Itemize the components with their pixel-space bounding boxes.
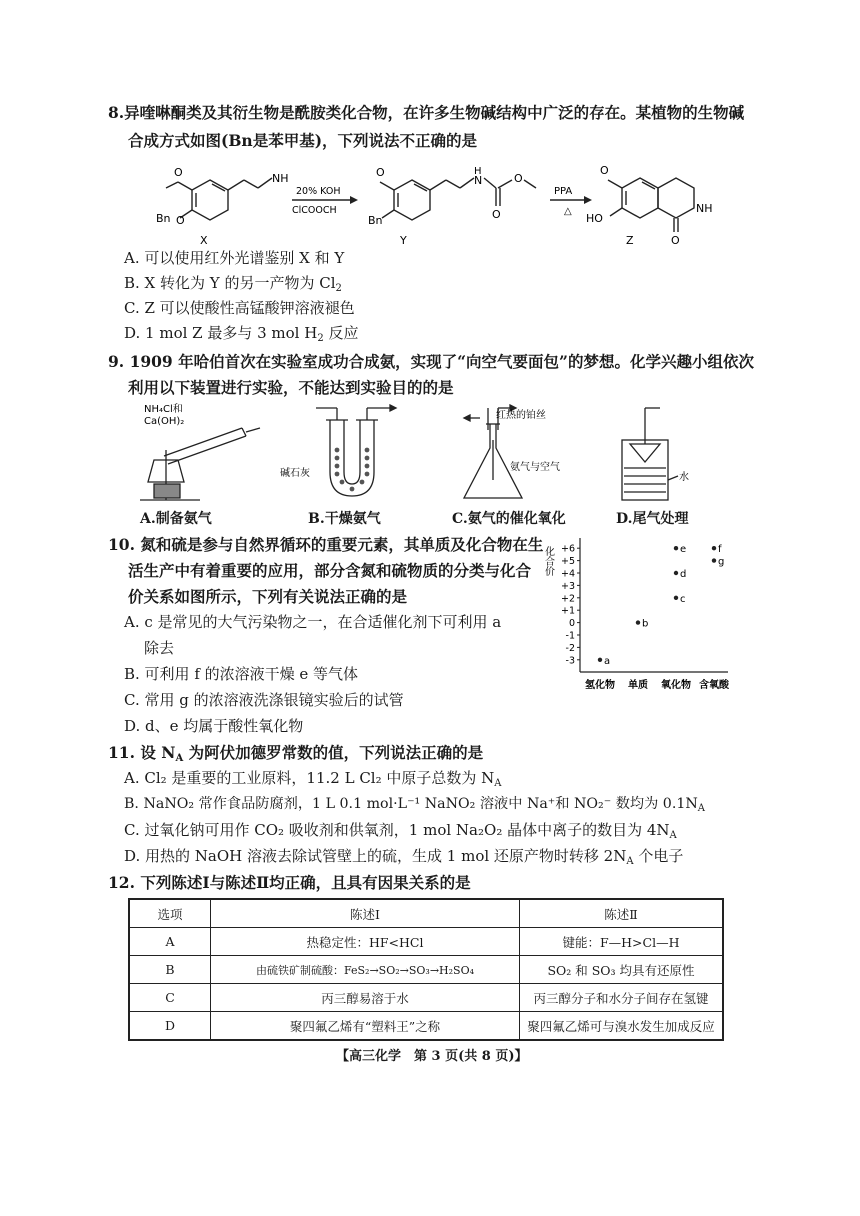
cell-statement-2: 键能：F—H>Cl—H: [520, 928, 724, 956]
soda-lime-fill: [335, 448, 370, 492]
cell-option: D: [129, 1012, 211, 1041]
cell-option: A: [129, 928, 211, 956]
y-tick-label: +5: [560, 556, 575, 568]
caption-d: D.尾气处理: [616, 511, 689, 527]
q9-apparatus-figure: [130, 400, 690, 506]
label-gas: 氨气与空气: [510, 462, 560, 473]
q11-option-a: A. Cl₂ 是重要的工业原料，11.2 L Cl₂ 中原子总数为 $N_A$: [124, 769, 502, 789]
label-x: X: [200, 234, 208, 247]
q10-stem-line1: 10. 氮和硫是参与自然界循环的重要元素，其单质及化合物在生: [108, 535, 544, 554]
table-row: [129, 984, 723, 1012]
label-reagent: NH₄Cl和: [144, 404, 183, 415]
page-footer: 【高三化学 第 3 页(共 8 页)】: [336, 1049, 528, 1064]
x-tick-label: 单质: [628, 680, 648, 691]
point-d: [674, 571, 678, 575]
y-tick-label: -2: [565, 642, 575, 654]
point-e: [674, 546, 678, 550]
atom-bn: Bn: [156, 212, 171, 225]
cell-statement-1: 聚四氟乙烯有“塑料王”之称: [211, 1012, 520, 1041]
point-label-f: f: [718, 544, 722, 556]
atom-o: O: [600, 164, 609, 177]
table-row: [129, 1012, 723, 1041]
caption-b: B.干燥氨气: [308, 511, 381, 527]
label-pt: 红热的铂丝: [496, 410, 546, 421]
cell-statement-1: 丙三醇易溶于水: [211, 984, 520, 1012]
x-tick-label: 含氧酸: [699, 680, 729, 691]
point-label-a: a: [604, 655, 611, 667]
point-label-e: e: [680, 544, 687, 556]
table-row: [129, 928, 723, 956]
label-y: Y: [400, 234, 407, 247]
q8-option-d: D. 1 mol Z 最多与 3 mol $H_2$ 反应: [124, 324, 359, 344]
reagent2-bottom: △: [564, 206, 572, 217]
q8-stem-line2: 合成方式如图(Bn是苯甲基)，下列说法不正确的是: [128, 131, 478, 150]
y-axis-label: 化合价: [542, 546, 554, 576]
q11-option-b: B. NaNO₂ 常作食品防腐剂，1 L 0.1 mol·L⁻¹ NaNO₂ 溶液中 Na⁺和 NO₂⁻ 数均为 $0.1N_A$: [124, 796, 706, 814]
q10-stem-line2: 活生产中有着重要的应用，部分含氮和硫物质的分类与化合: [128, 561, 532, 580]
q10-option-a-cont: 除去: [144, 639, 175, 657]
cell-statement-2: 丙三醇分子和水分子间存在氢键: [520, 984, 724, 1012]
cell-statement-2: SO₂ 和 SO₃ 均具有还原性: [520, 956, 724, 984]
y-tick-label: -1: [565, 630, 575, 642]
atom-o: O: [492, 208, 501, 221]
svg-text:N: N: [474, 174, 483, 187]
atom-o: O: [174, 166, 183, 179]
q8-option-a: A. 可以使用红外光谱鉴别 X 和 Y: [124, 249, 345, 267]
q11-option-c: C. 过氧化钠可用作 CO₂ 吸收剂和供氧剂，1 mol Na₂O₂ 晶体中离子的数目为 $4N_A$: [124, 821, 677, 841]
point-b: [636, 620, 640, 624]
reagent1-bottom: ClCOOCH: [292, 205, 337, 216]
q10-option-b: B. 可利用 f 的浓溶液干燥 e 等气体: [124, 665, 359, 683]
atom-o: O: [376, 166, 385, 179]
atom-nh2: NH: [272, 172, 289, 185]
cell-statement-2: 聚四氟乙烯可与溴水发生加成反应: [520, 1012, 724, 1041]
q8-reaction-scheme: [140, 160, 740, 250]
q10-option-d: D. d、e 均属于酸性氧化物: [124, 717, 304, 735]
y-tick-label: +3: [560, 580, 575, 592]
q8-option-c: C. Z 可以使酸性高锰酸钾溶液褪色: [124, 299, 355, 317]
apparatus-d: [622, 408, 678, 500]
cell-statement-1: 由硫铁矿制硫酸：FeS₂→SO₂→SO₃→H₂SO₄: [211, 956, 520, 984]
q9-stem-line2: 利用以下装置进行实验，不能达到实验目的的是: [128, 378, 454, 397]
q8-stem-line1: 8.异喹啉酮类及其衍生物是酰胺类化合物，在许多生物碱结构中广泛的存在。某植物的生物碱: [108, 103, 745, 122]
caption-a: A.制备氨气: [140, 511, 212, 527]
y-tick-label: +2: [560, 593, 575, 605]
label-lime: 碱石灰: [280, 468, 310, 479]
q10-stem-line3: 价关系如图所示，下列有关说法正确的是: [128, 587, 408, 606]
valence-chart: [540, 532, 740, 702]
x-tick-label: 氢化物: [585, 680, 615, 691]
atom-h: H: [474, 166, 482, 177]
cell-statement-1: 热稳定性：HF<HCl: [211, 928, 520, 956]
molecule-y: [380, 178, 536, 220]
q10-option-c: C. 常用 g 的浓溶液洗涤银镜实验后的试管: [124, 691, 404, 709]
apparatus-b: [316, 405, 396, 496]
apparatus-a: [140, 428, 260, 500]
header-statement-2: 陈述Ⅱ: [520, 899, 724, 928]
atom-nh: NH: [696, 202, 713, 215]
y-tick-label: +4: [560, 568, 575, 580]
point-label-d: d: [680, 569, 687, 580]
q10-option-a: A. c 是常见的大气污染物之一，在合适催化剂下可利用 a: [124, 613, 502, 631]
y-tick-label: +1: [560, 605, 575, 617]
q9-stem-line1: 9. 1909 年哈伯首次在实验室成功合成氨，实现了“向空气要面包”的梦想。化学兴趣小组依次: [108, 352, 754, 371]
point-label-b: b: [642, 618, 649, 630]
reagent1-top: 20% KOH: [296, 186, 341, 197]
atom-ho: HO: [586, 212, 603, 225]
q12-table: [128, 898, 724, 1041]
label-z: Z: [626, 234, 634, 247]
point-label-g: g: [718, 556, 725, 568]
point-a: [598, 658, 602, 662]
cell-option: C: [129, 984, 211, 1012]
y-tick-label: +6: [560, 543, 575, 555]
point-c: [674, 596, 678, 600]
label-reagent-2: Ca(OH)₂: [144, 416, 185, 427]
y-tick-label: -3: [565, 655, 575, 667]
cell-option: B: [129, 956, 211, 984]
point-label-c: c: [680, 593, 686, 605]
atom-o: O: [176, 214, 185, 227]
header-option: 选项: [129, 899, 211, 928]
table-row: [129, 956, 723, 984]
label-water: 水: [679, 472, 689, 483]
header-statement-1: 陈述Ⅰ: [211, 899, 520, 928]
reagent2-top: PPA: [554, 186, 573, 197]
x-tick-label: 氧化物: [661, 680, 691, 691]
q11-option-d: D. 用热的 NaOH 溶液去除试管壁上的硫，生成 1 mol 还原产物时转移 $2N_A$ 个电子: [124, 847, 684, 867]
molecule-z: [608, 178, 694, 232]
q8-option-b: B. X 转化为 Y 的另一产物为 $Cl_2$: [124, 274, 342, 294]
q12-stem: 12. 下列陈述Ⅰ与陈述Ⅱ均正确，且具有因果关系的是: [108, 873, 471, 892]
y-tick-label: 0: [568, 618, 575, 630]
point-g: [712, 558, 716, 562]
table-header-row: [129, 899, 723, 928]
atom-o: O: [514, 172, 523, 185]
atom-o: O: [671, 234, 680, 247]
point-f: [712, 546, 716, 550]
q11-stem: 11. 设 $N_A$ 为阿伏加德罗常数的值，下列说法正确的是: [108, 743, 484, 764]
atom-bn: Bn: [368, 214, 383, 227]
caption-c: C.氨气的催化氧化: [452, 511, 566, 527]
